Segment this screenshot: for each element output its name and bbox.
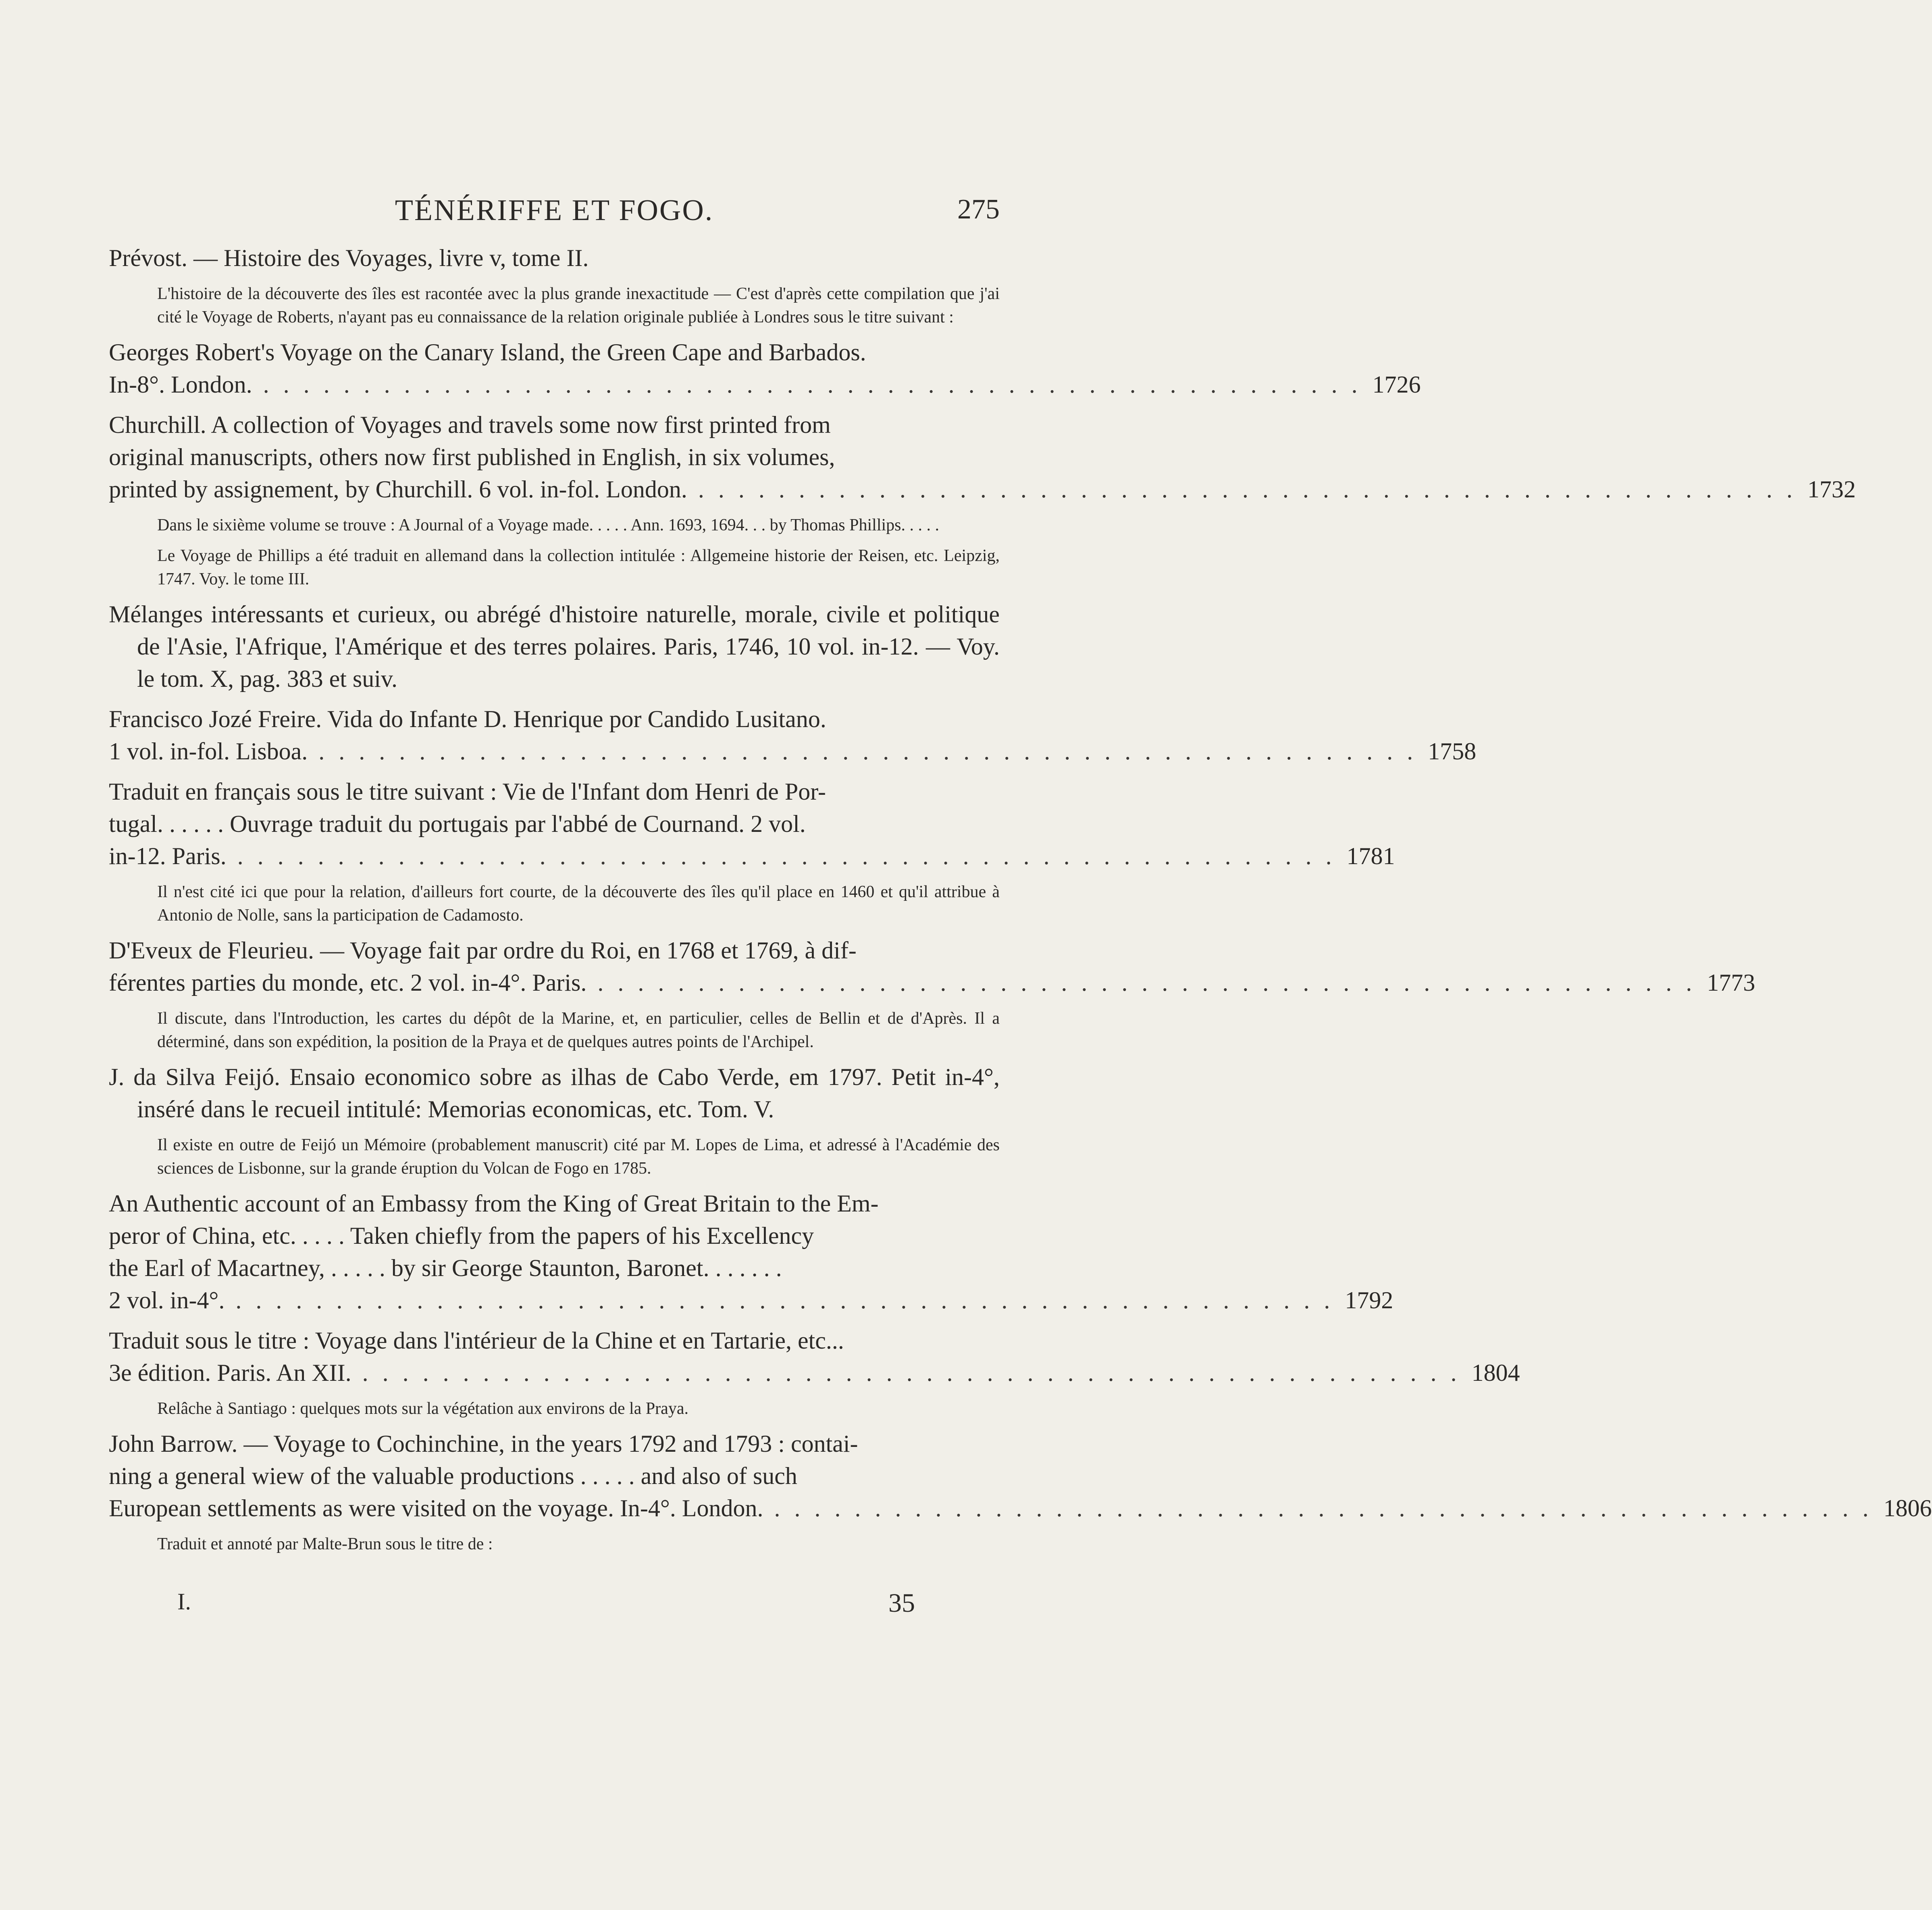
entry-line: original manuscripts, others now first published in English, in six volumes,: [109, 444, 835, 470]
entry-line: An Authentic account of an Embassy from the King of Great Britain to the Em-: [109, 1190, 879, 1217]
entry-dotline: [109, 473, 1856, 505]
entry-line: Traduit sous le titre : Voyage dans l'intérieur de la Chine et en Tartarie, etc...: [109, 1327, 844, 1354]
entry-year: 1726: [1372, 371, 1421, 398]
bibliography-entry: [109, 409, 1856, 505]
entry-line: férentes parties du monde, etc. 2 vol. in-4°. Paris.: [109, 969, 587, 996]
entry-note: Traduit et annoté par Malte-Brun sous le titre de :: [157, 1535, 493, 1553]
dot-leader: . . . . . . . . . . . . . . . . . . . . . . . . . . . . . . . . . . . . . . . . . . . . . . . . . . . . . . .: [597, 969, 1696, 996]
entry-year: 1781: [1346, 843, 1395, 869]
entry-line: D'Eveux de Fleurieu. — Voyage fait par ordre du Roi, en 1768 et 1769, à dif-: [109, 937, 857, 964]
entry-year: 1806: [1883, 1495, 1932, 1521]
signature-mark: I.: [177, 1588, 191, 1615]
dot-leader: . . . . . . . . . . . . . . . . . . . . . . . . . . . . . . . . . . . . . . . . . . . . . . . . . . . . . . .: [263, 371, 1362, 398]
dot-leader: . . . . . . . . . . . . . . . . . . . . . . . . . . . . . . . . . . . . . . . . . . . . . . . . . . . . . . .: [774, 1495, 1873, 1521]
bibliography-entry: [109, 242, 1000, 274]
sheet-number: 35: [888, 1588, 915, 1618]
entry-line: Georges Robert's Voyage on the Canary Island, the Green Cape and Barbados.: [109, 339, 866, 366]
bibliography-entry: [109, 775, 1395, 872]
bibliography-entry: [109, 1061, 1000, 1125]
entry-line: John Barrow. — Voyage to Cochinchine, in the years 1792 and 1793 : contai-: [109, 1430, 858, 1457]
entry-text: Mélanges intéressants et curieux, ou abrégé d'histoire naturelle, morale, civile et politique de l'Asie, l'Afrique, l'Amérique et des terres polaires. Paris, 1746, 10 vol. in-12. — Voy. le tom. X, pag. 383 et suiv.: [109, 601, 1000, 692]
dot-leader: . . . . . . . . . . . . . . . . . . . . . . . . . . . . . . . . . . . . . . . . . . . . . . . . . . . . . . .: [698, 476, 1797, 503]
dot-leader: . . . . . . . . . . . . . . . . . . . . . . . . . . . . . . . . . . . . . . . . . . . . . . . . . . . . . . .: [362, 1359, 1461, 1386]
dot-leader: . . . . . . . . . . . . . . . . . . . . . . . . . . . . . . . . . . . . . . . . . . . . . . . . . . . . . . .: [235, 1287, 1334, 1314]
entry-line: In-8°. London.: [109, 371, 252, 398]
entry-note: Il discute, dans l'Introduction, les cartes du dépôt de la Marine, et, en particulier, celles de Bellin et de d'Après. Il a déterminé, dans son expédition, la position de la Praya et de quelques autres points de l'Archipel.: [157, 1009, 1000, 1051]
bibliography-entry: [109, 1324, 1520, 1389]
bibliography-entry: [109, 336, 1421, 401]
bibliography-entry: [109, 1428, 1932, 1524]
entry-dotline: [109, 966, 1755, 999]
entry-text: Prévost. — Histoire des Voyages, livre v, tome II.: [109, 245, 589, 271]
bibliography-entry: [109, 934, 1755, 999]
entry-line: Francisco Jozé Freire. Vida do Infante D. Henrique por Candido Lusitano.: [109, 706, 826, 732]
entry-note: L'histoire de la découverte des îles est racontée avec la plus grande inexactitude — C'est d'après cette compilation que j'ai cité le Voyage de Roberts, n'ayant pas eu connaissance de la relation originale publiée à Londres sous le titre suivant :: [157, 285, 1000, 326]
entry-note: Il existe en outre de Feijó un Mémoire (probablement manuscrit) cité par M. Lopes de Lima, et adressé à l'Académie des sciences de Lisbonne, sur la grande éruption du Volcan de Fogo en 1785.: [157, 1136, 1000, 1178]
entry-note: Le Voyage de Phillips a été traduit en allemand dans la collection intitulée : Allgemeine historie der Reisen, etc. Leipzig, 1747. Voy. le tome III.: [157, 547, 1000, 588]
entry-line: in-12. Paris.: [109, 843, 227, 869]
entry-line: printed by assignement, by Churchill. 6 vol. in-fol. London.: [109, 476, 687, 503]
bibliography-entry: [109, 598, 1000, 695]
entry-dotline: [109, 735, 1477, 767]
bibliography-entry: [109, 703, 1477, 767]
entry-dotline: [109, 1492, 1932, 1524]
entry-dotline: [109, 840, 1395, 872]
entry-note: Il n'est cité ici que pour la relation, d'ailleurs fort courte, de la découverte des îles qu'il place en 1460 et qu'il attribue à Antonio de Nolle, sans la participation de Cadamosto.: [157, 883, 1000, 925]
entry-dotline: [109, 368, 1421, 401]
entry-line: ning a general wiew of the valuable productions . . . . . and also of such: [109, 1463, 797, 1489]
entry-line: European settlements as were visited on the voyage. In-4°. London.: [109, 1495, 763, 1521]
running-header: [109, 193, 1000, 230]
entry-line: 3e édition. Paris. An XII.: [109, 1359, 351, 1386]
entry-line: peror of China, etc. . . . . Taken chiefly from the papers of his Excellency: [109, 1222, 814, 1249]
entry-text: J. da Silva Feijó. Ensaio economico sobre as ilhas de Cabo Verde, em 1797. Petit in-4°, inséré dans le recueil intitulé: Memorias economicas, etc. Tom. V.: [109, 1064, 1000, 1122]
entry-year: 1792: [1345, 1287, 1393, 1314]
entry-dotline: [109, 1284, 1393, 1316]
bibliography-entry: [109, 1187, 1393, 1316]
dot-leader: . . . . . . . . . . . . . . . . . . . . . . . . . . . . . . . . . . . . . . . . . . . . . . . . . . . . . . .: [237, 843, 1336, 869]
entry-note: Relâche à Santiago : quelques mots sur la végétation aux environs de la Praya.: [157, 1399, 688, 1418]
entry-line: the Earl of Macartney, . . . . . by sir George Staunton, Baronet. . . . . . .: [109, 1255, 782, 1281]
entry-line: Traduit en français sous le titre suivant : Vie de l'Infant dom Henri de Por-: [109, 778, 826, 805]
page-number: 275: [957, 194, 1000, 225]
entry-line: 2 vol. in-4°.: [109, 1287, 225, 1314]
dot-leader: . . . . . . . . . . . . . . . . . . . . . . . . . . . . . . . . . . . . . . . . . . . . . . . . . . . . . . .: [318, 738, 1417, 765]
entry-line: 1 vol. in-fol. Lisboa.: [109, 738, 308, 765]
entry-year: 1758: [1428, 738, 1477, 765]
entry-dotline: [109, 1357, 1520, 1389]
entry-year: 1732: [1807, 476, 1856, 503]
entry-year: 1804: [1471, 1359, 1520, 1386]
entry-note: Dans le sixième volume se trouve : A Journal of a Voyage made. . . . . Ann. 1693, 1694. . . by Thomas Phillips. . . . .: [157, 516, 939, 534]
entry-line: tugal. . . . . . Ouvrage traduit du portugais par l'abbé de Cournand. 2 vol.: [109, 811, 806, 837]
entry-line: Churchill. A collection of Voyages and travels some now first printed from: [109, 412, 831, 438]
running-title: TÉNÉRIFFE ET FOGO.: [395, 194, 714, 227]
bibliography-list: [109, 242, 1932, 1563]
entry-year: 1773: [1707, 969, 1755, 996]
